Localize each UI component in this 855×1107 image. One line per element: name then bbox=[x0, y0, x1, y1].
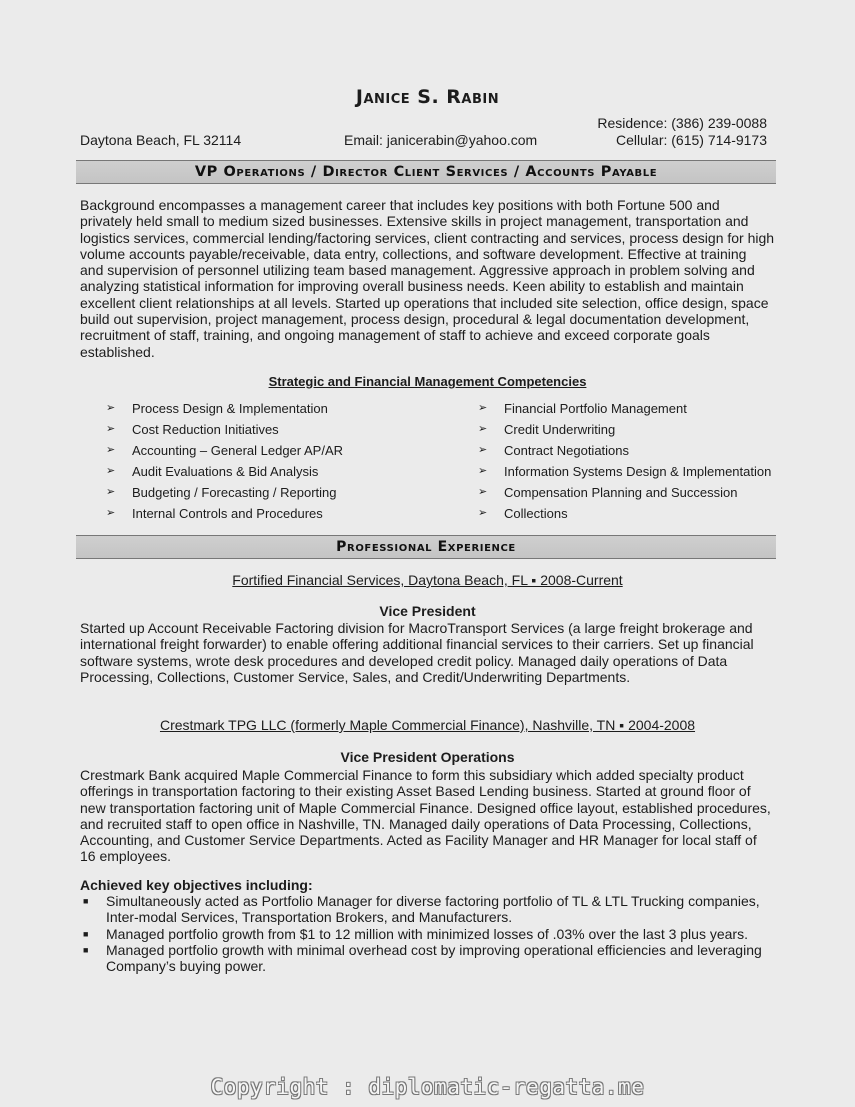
job-description bbox=[80, 767, 780, 865]
competency-label: Credit Underwriting bbox=[504, 422, 616, 437]
competency-item bbox=[106, 398, 446, 419]
competency-item bbox=[106, 440, 446, 461]
text-line: Managed portfolio growth with minimal overhead cost by improving operational efficiencies and leveraging bbox=[106, 941, 762, 958]
square-bullet-icon: ■ bbox=[83, 944, 89, 955]
competencies-left-list bbox=[106, 398, 446, 524]
arrow-bullet-icon: ➢ bbox=[478, 402, 488, 414]
objective-item bbox=[80, 942, 780, 975]
square-bullet-icon: ■ bbox=[83, 928, 89, 939]
text-line: Crestmark Bank acquired Maple Commercial Finance to form this subsidiary which added specialty product bbox=[80, 767, 744, 783]
experience-band: Professional Experience bbox=[76, 535, 776, 559]
competency-item bbox=[106, 503, 446, 524]
competency-label: Accounting – General Ledger AP/AR bbox=[132, 443, 344, 458]
competencies-right-list bbox=[478, 398, 818, 524]
square-bullet-icon: ■ bbox=[83, 896, 89, 906]
summary-paragraph bbox=[80, 197, 780, 360]
cellular-phone: Cellular: (615) 714-9173 bbox=[616, 132, 767, 148]
text-line: software systems, wrote desk procedures and developed credit policy. Managed daily operations of Data bbox=[80, 652, 728, 669]
competency-label: Audit Evaluations & Bid Analysis bbox=[132, 464, 319, 479]
arrow-bullet-icon: ➢ bbox=[478, 507, 488, 519]
competency-label: Collections bbox=[504, 506, 568, 521]
text-line: Processing, Collections, Customer Service, Sales, and Credit/Underwriting Departments. bbox=[80, 668, 631, 685]
arrow-bullet-icon: ➢ bbox=[106, 423, 116, 435]
text-line: Inter-modal Services, Transportation Brokers, and Manufacturers. bbox=[106, 909, 513, 926]
arrow-bullet-icon: ➢ bbox=[478, 423, 488, 435]
competency-item bbox=[478, 482, 818, 503]
title-band: VP Operations / Director Client Services / Accounts Payable bbox=[76, 160, 776, 184]
text-line: and recruited staff to open office in Nashville, TN. Managed daily operations of Data Processing, Collections, bbox=[80, 815, 752, 832]
competency-label: Internal Controls and Procedures bbox=[132, 506, 323, 521]
competency-label: Process Design & Implementation bbox=[132, 401, 328, 416]
competency-label: Financial Portfolio Management bbox=[504, 401, 687, 416]
arrow-bullet-icon: ➢ bbox=[106, 465, 116, 477]
text-line: logistics services, commercial lending/factoring services, client contracting and services, process design for high bbox=[80, 229, 775, 246]
job-title: Vice President bbox=[379, 603, 476, 619]
text-line: Simultaneously acted as Portfolio Manager for diverse factoring portfolio of TL & LTL Trucking companies, bbox=[106, 893, 760, 909]
competency-item bbox=[478, 398, 818, 419]
arrow-bullet-icon: ➢ bbox=[106, 507, 116, 519]
candidate-name: Janice S. Rabin bbox=[355, 86, 500, 108]
text-line: 16 employees. bbox=[80, 848, 172, 865]
location-text: Daytona Beach, FL 32114 bbox=[80, 132, 242, 148]
text-line: Company’s buying power. bbox=[106, 958, 267, 975]
text-line: excellent client relationships at all levels. Started up operations that included site selection, office design, space bbox=[80, 294, 769, 311]
text-line: build out supervision, project management, process design, procedural & legal documentation development, bbox=[80, 311, 750, 328]
competency-label: Cost Reduction Initiatives bbox=[132, 422, 279, 437]
text-line: established. bbox=[80, 343, 155, 360]
arrow-bullet-icon: ➢ bbox=[478, 486, 488, 498]
text-line: Accounting, and Customer Service Departments. Acted as Facility Manager and HR Manager for local staff of bbox=[80, 832, 757, 849]
arrow-bullet-icon: ➢ bbox=[478, 465, 488, 477]
text-line: volume accounts payable/receivable, data entry, collections, and software development. Effective at training bbox=[80, 245, 747, 262]
job-company: Crestmark TPG LLC (formerly Maple Commercial Finance), Nashville, TN ▪ 2004-2008 bbox=[159, 717, 696, 733]
competency-item bbox=[478, 440, 818, 461]
competency-item bbox=[478, 461, 818, 482]
text-line: Managed portfolio growth from $1 to 12 million with minimized losses of .03% over the last 3 plus years. bbox=[106, 925, 748, 942]
job-company: Fortified Financial Services, Daytona Beach, FL ▪ 2008-Current bbox=[232, 572, 623, 588]
text-line: Background encompasses a management career that includes key positions with both Fortune 500 and bbox=[80, 197, 720, 213]
objective-item bbox=[80, 893, 780, 926]
text-line: privately held small to medium sized businesses. Extensive skills in project management, transportation and bbox=[80, 213, 749, 230]
arrow-bullet-icon: ➢ bbox=[478, 444, 488, 456]
text-line: analyzing statistical information for improving overall business needs. Keen ability to establish and maintain bbox=[80, 278, 744, 295]
competency-label: Information Systems Design & Implementation bbox=[504, 464, 772, 479]
competency-label: Budgeting / Forecasting / Reporting bbox=[132, 485, 337, 500]
competency-label: Compensation Planning and Succession bbox=[504, 485, 738, 500]
residence-phone: Residence: (386) 239-0088 bbox=[597, 115, 767, 131]
objectives-heading: Achieved key objectives including: bbox=[80, 877, 313, 893]
competency-label: Contract Negotiations bbox=[504, 443, 630, 458]
competencies-heading: Strategic and Financial Management Competencies bbox=[268, 374, 587, 389]
text-line: new transportation factoring unit of Maple Commercial Finance. Designed office layout, established procedures, bbox=[80, 799, 771, 816]
job-title: Vice President Operations bbox=[340, 749, 515, 765]
arrow-bullet-icon: ➢ bbox=[106, 402, 116, 414]
text-line: and supervision of personnel utilizing team based management. Aggressive approach in problem solving and bbox=[80, 262, 755, 279]
objectives-list bbox=[80, 893, 780, 974]
text-line: international freight forwarder) to enable offering additional financial services to their carriers. Set up financial bbox=[80, 636, 754, 653]
competency-item bbox=[478, 503, 818, 524]
text-line: offerings in transportation factoring to their existing Asset Based Lending business. Started at ground floor of bbox=[80, 783, 751, 800]
competency-item bbox=[106, 419, 446, 440]
arrow-bullet-icon: ➢ bbox=[106, 486, 116, 498]
competency-item bbox=[478, 419, 818, 440]
copyright-watermark: Copyright : diplomatic-regatta.me bbox=[210, 1075, 645, 1099]
text-line: recruitment of staff, training, and ongoing management of staff to achieve and exceed corporate goals bbox=[80, 327, 710, 344]
text-line: Started up Account Receivable Factoring division for MacroTransport Services (a large freight brokerage and bbox=[80, 620, 753, 636]
arrow-bullet-icon: ➢ bbox=[106, 444, 116, 456]
competency-item bbox=[106, 461, 446, 482]
email-text: Email: janicerabin@yahoo.com bbox=[344, 132, 538, 148]
competency-item bbox=[106, 482, 446, 503]
objective-item bbox=[80, 926, 780, 942]
job-description bbox=[80, 620, 780, 685]
